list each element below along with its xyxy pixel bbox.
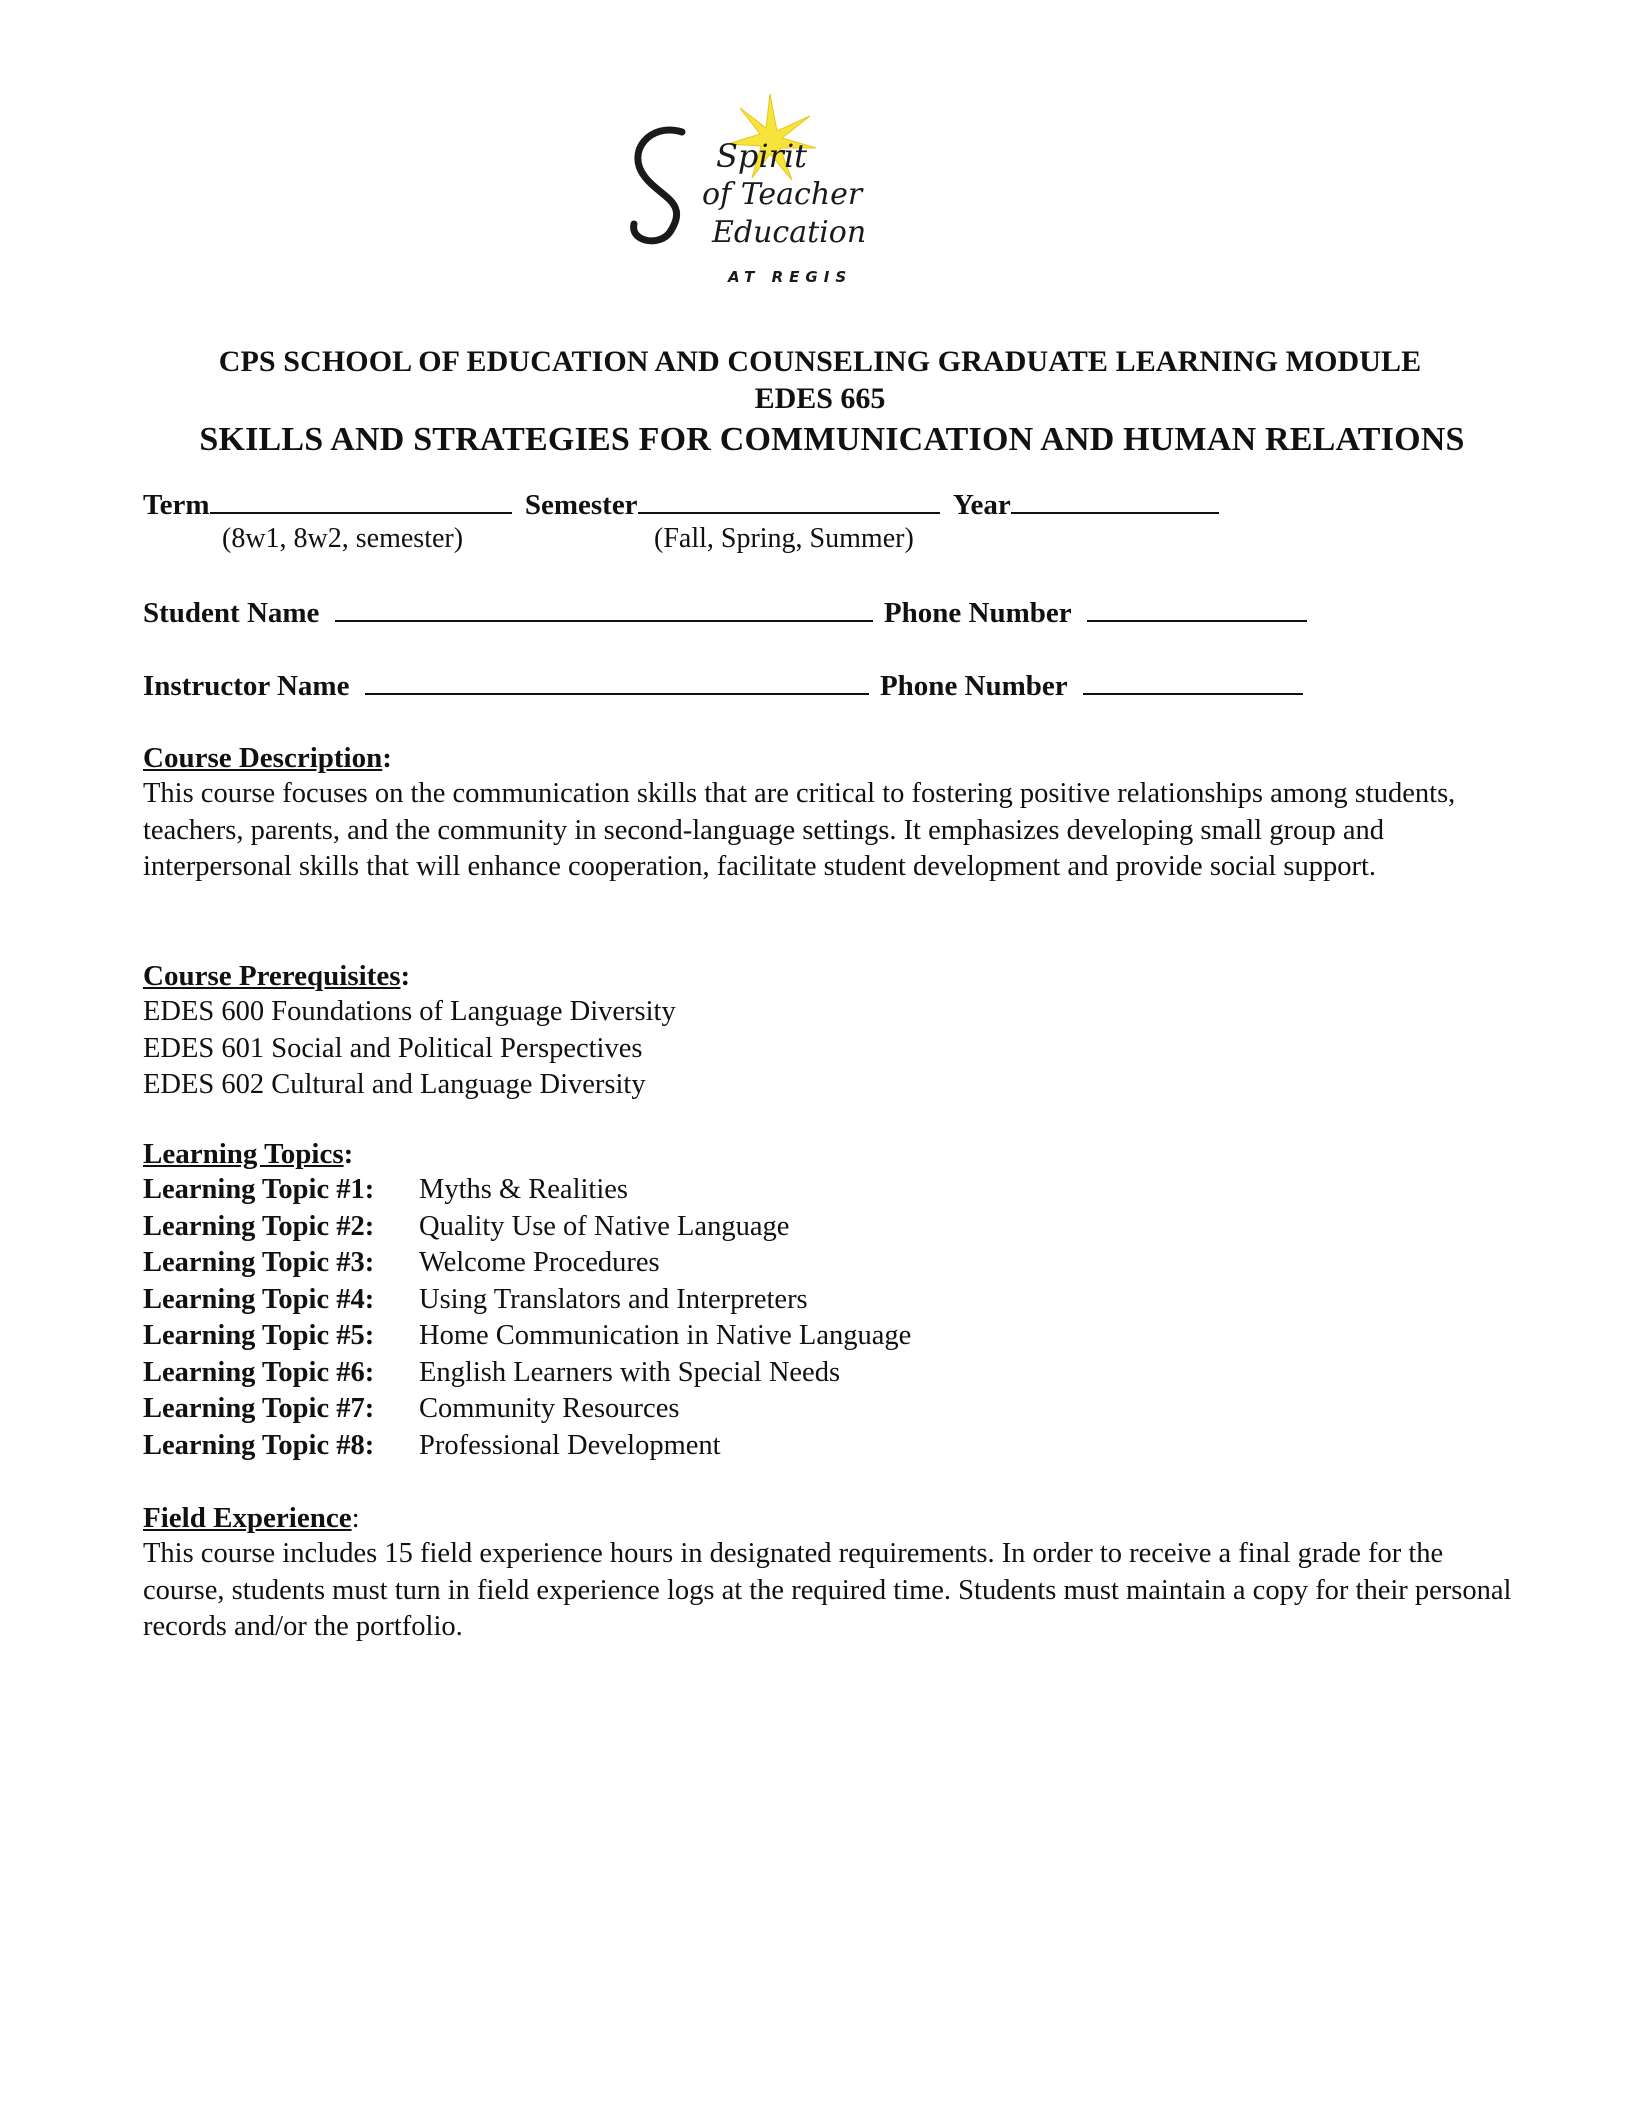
semester-field[interactable] — [638, 486, 940, 514]
list-item: EDES 600 Foundations of Language Diversity — [143, 996, 676, 1027]
instructor-name-field[interactable] — [365, 667, 869, 695]
course-code: EDES 665 — [754, 382, 886, 415]
learning-topic-item: Learning Topic #2: Quality Use of Native Language — [143, 1210, 790, 1242]
logo-line-4: AT REGIS — [728, 268, 853, 286]
course-description-heading: Course Description: — [143, 742, 392, 774]
learning-topics-title: Learning Topics — [143, 1138, 344, 1170]
logo-line-2: of Teacher — [702, 177, 863, 212]
school-heading: CPS SCHOOL OF EDUCATION AND COUNSELING GRADUATE LEARNING MODULE — [218, 345, 1422, 378]
instructor-phone-field[interactable] — [1083, 667, 1303, 695]
learning-topic-item: Learning Topic #4: Using Translators and Interpreters — [143, 1283, 808, 1315]
course-description-text: This course focuses on the communication skills that are critical to fostering positive relationships among students, teachers, parents, and the community in second-language settings. It emphasizes developing small group and interpersonal skills that will enhance cooperation, facilitate student development and provide social support. — [143, 778, 1456, 882]
learning-topic-item: Learning Topic #6: English Learners with Special Needs — [143, 1356, 841, 1388]
list-item: EDES 602 Cultural and Language Diversity — [143, 1069, 646, 1100]
student-phone-field[interactable] — [1087, 594, 1307, 622]
term-label: Term — [143, 489, 210, 521]
course-prerequisites-heading: Course Prerequisites: — [143, 960, 411, 992]
instructor-phone-label: Phone Number — [879, 670, 1068, 702]
field-experience-text: This course includes 15 field experience hours in designated requirements. In order to receive a final grade for the course, students must turn in field experience logs at the required time. Students must maintain a copy for their personal records and/or the portfolio. — [143, 1538, 1512, 1642]
learning-topic-list — [143, 1172, 911, 1464]
field-experience-title: Field Experience — [143, 1502, 352, 1534]
instructor-name-label: Instructor Name — [143, 670, 350, 702]
course-prerequisites-title: Course Prerequisites — [143, 960, 401, 992]
term-hint: (8w1, 8w2, semester) — [222, 523, 464, 554]
term-row — [143, 486, 1219, 523]
spirit-of-teacher-education-logo — [620, 92, 880, 302]
term-field[interactable] — [210, 486, 512, 514]
instructor-row — [143, 667, 1303, 704]
logo-line-3: Education — [712, 215, 867, 250]
learning-topic-item: Learning Topic #5: Home Communication in Native Language — [143, 1320, 912, 1351]
course-title: SKILLS AND STRATEGIES FOR COMMUNICATION AND HUMAN RELATIONS — [199, 421, 1465, 458]
list-item: EDES 601 Social and Political Perspectives — [143, 1032, 643, 1064]
learning-topic-item: Learning Topic #8: Professional Development — [143, 1429, 721, 1461]
learning-topic-item: Learning Topic #7: Community Resources — [143, 1393, 680, 1424]
student-name-label: Student Name — [143, 597, 320, 629]
prerequisite-list — [143, 994, 676, 1104]
learning-topic-item: Learning Topic #1: Myths & Realities — [143, 1174, 628, 1205]
student-phone-label: Phone Number — [883, 597, 1072, 629]
year-field[interactable] — [1011, 486, 1219, 514]
semester-hint: (Fall, Spring, Summer) — [654, 523, 914, 554]
learning-topic-item: Learning Topic #3: Welcome Procedures — [143, 1247, 660, 1278]
student-name-field[interactable] — [335, 594, 873, 622]
student-row — [143, 594, 1307, 631]
logo-line-1: Spirit — [716, 137, 808, 175]
course-description-title: Course Description — [143, 742, 383, 774]
field-experience-heading: Field Experience: — [143, 1502, 360, 1534]
year-label: Year — [952, 489, 1011, 521]
semester-label: Semester — [524, 489, 638, 521]
learning-topics-heading: Learning Topics: — [143, 1138, 354, 1170]
